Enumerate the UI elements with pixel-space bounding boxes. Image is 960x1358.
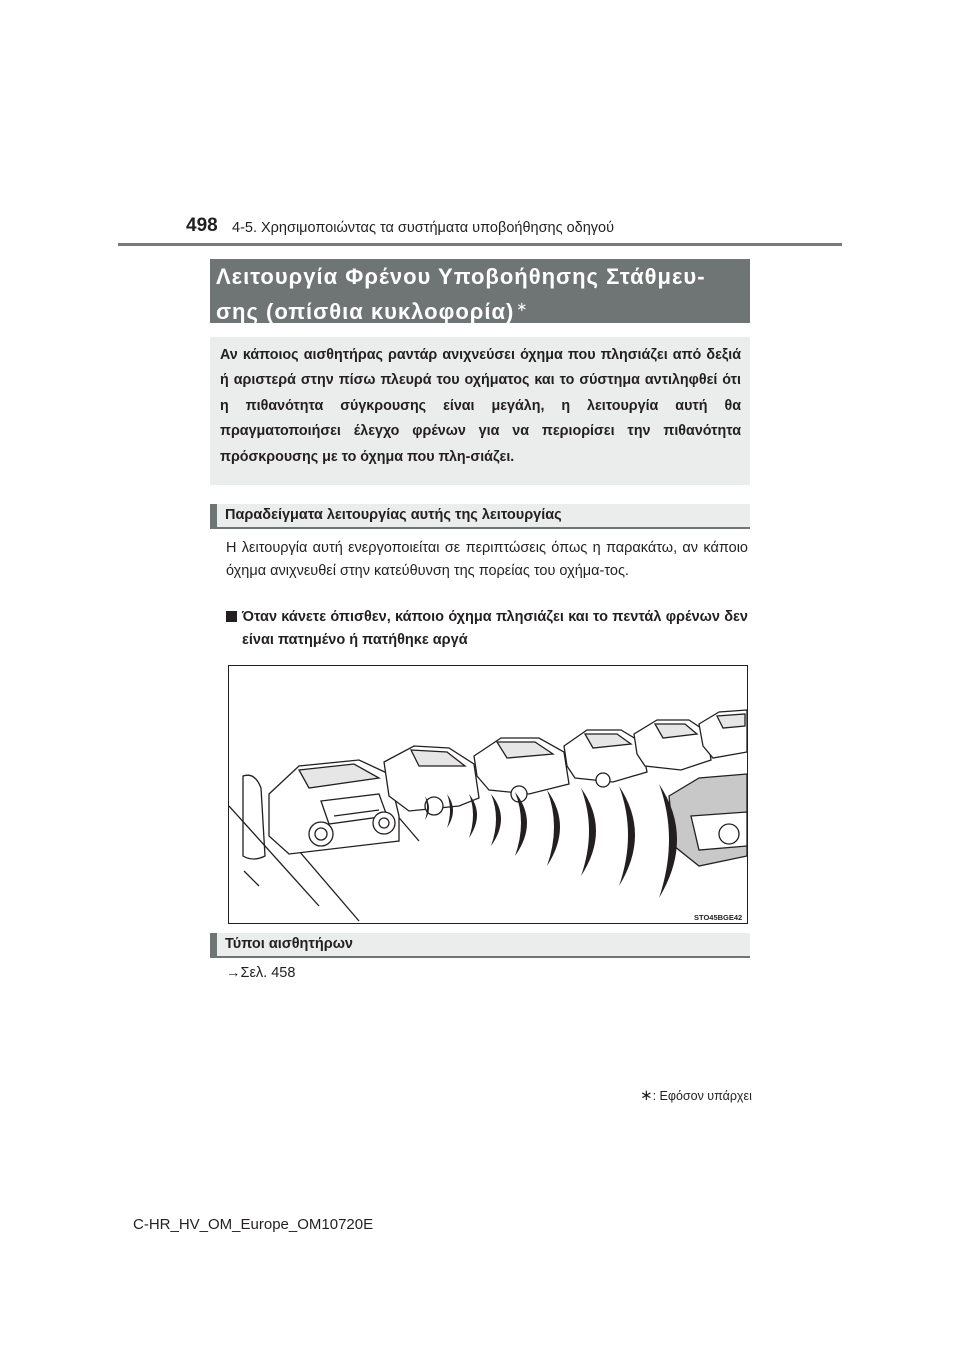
radar-wave (619, 786, 635, 886)
radar-wave (491, 794, 501, 846)
radar-wave (547, 790, 560, 866)
footnote-text: : Εφόσον υπάρχει (652, 1089, 752, 1103)
own-vehicle-suv (269, 760, 399, 854)
parked-car-1 (384, 746, 479, 815)
parking-illustration (228, 665, 748, 924)
parked-car-2 (474, 738, 569, 802)
approaching-vehicle (669, 774, 747, 866)
radar-wave (581, 788, 596, 876)
examples-paragraph: Η λειτουργία αυτή ενεργοποιείται σε περιπτώσεις όπως η παρακάτω, αν κάποιο όχημα ανιχνευθεί στην κατεύθυνση της πορείας του οχήμα-τος. (226, 540, 748, 579)
bullet-square-icon (226, 611, 237, 622)
subheading-examples: Παραδείγματα λειτουργίας αυτής της λειτουργίας (210, 504, 750, 529)
document-code: C-HR_HV_OM_Europe_OM10720E (133, 1216, 374, 1233)
reverse-parking-diagram (229, 666, 747, 923)
header-divider (118, 243, 842, 246)
running-header: 4-5. Χρησιμοποιώντας τα συστήματα υποβοήθησης οδηγού (232, 220, 615, 236)
section-title-banner (210, 259, 750, 323)
page-number: 498 (186, 215, 218, 236)
example-bullet (226, 606, 748, 652)
parked-car-5 (699, 710, 747, 758)
optional-marker-icon: ∗ (516, 299, 529, 314)
left-parked-car (243, 775, 265, 859)
subheading-sensor-types: Τύποι αισθητήρων (210, 933, 750, 958)
figure-code: STO45BGE42 (694, 913, 743, 922)
optional-marker-icon: ∗ (640, 1087, 653, 1104)
intro-text: Αν κάποιος αισθητήρας ραντάρ ανιχνεύσει όχημα που πλησιάζει από δεξιά ή αριστερά στην πίσω πλευρά του οχήματος και το σύστημα αντιληφθεί ότι η πιθανότητα σύγκρουσης είναι μεγάλη, η λειτουργία αυτή θα πραγματοποιήσει έλεγχο φρένων για να περιορίσει την πιθανότητα πρόσκρουσης με το όχημα που πλη-σιάζει. (220, 347, 741, 465)
title-line-1: Λειτουργία Φρένου Υποβοήθησης Στάθμευ- (216, 264, 706, 289)
title-line-2 (216, 292, 750, 327)
intro-box (210, 337, 750, 485)
parking-line (244, 871, 259, 886)
footnote (640, 1086, 752, 1104)
example-bullet-text: Όταν κάνετε όπισθεν, κάποιο όχημα πλησιάζει και το πεντάλ φρένων δεν είναι πατημένο ή πατήθηκε αργά (242, 609, 748, 648)
title-line-2-text: σης (οπίσθια κυκλοφορία) (216, 299, 515, 324)
page-reference-link[interactable]: →Σελ. 458 (226, 965, 296, 981)
